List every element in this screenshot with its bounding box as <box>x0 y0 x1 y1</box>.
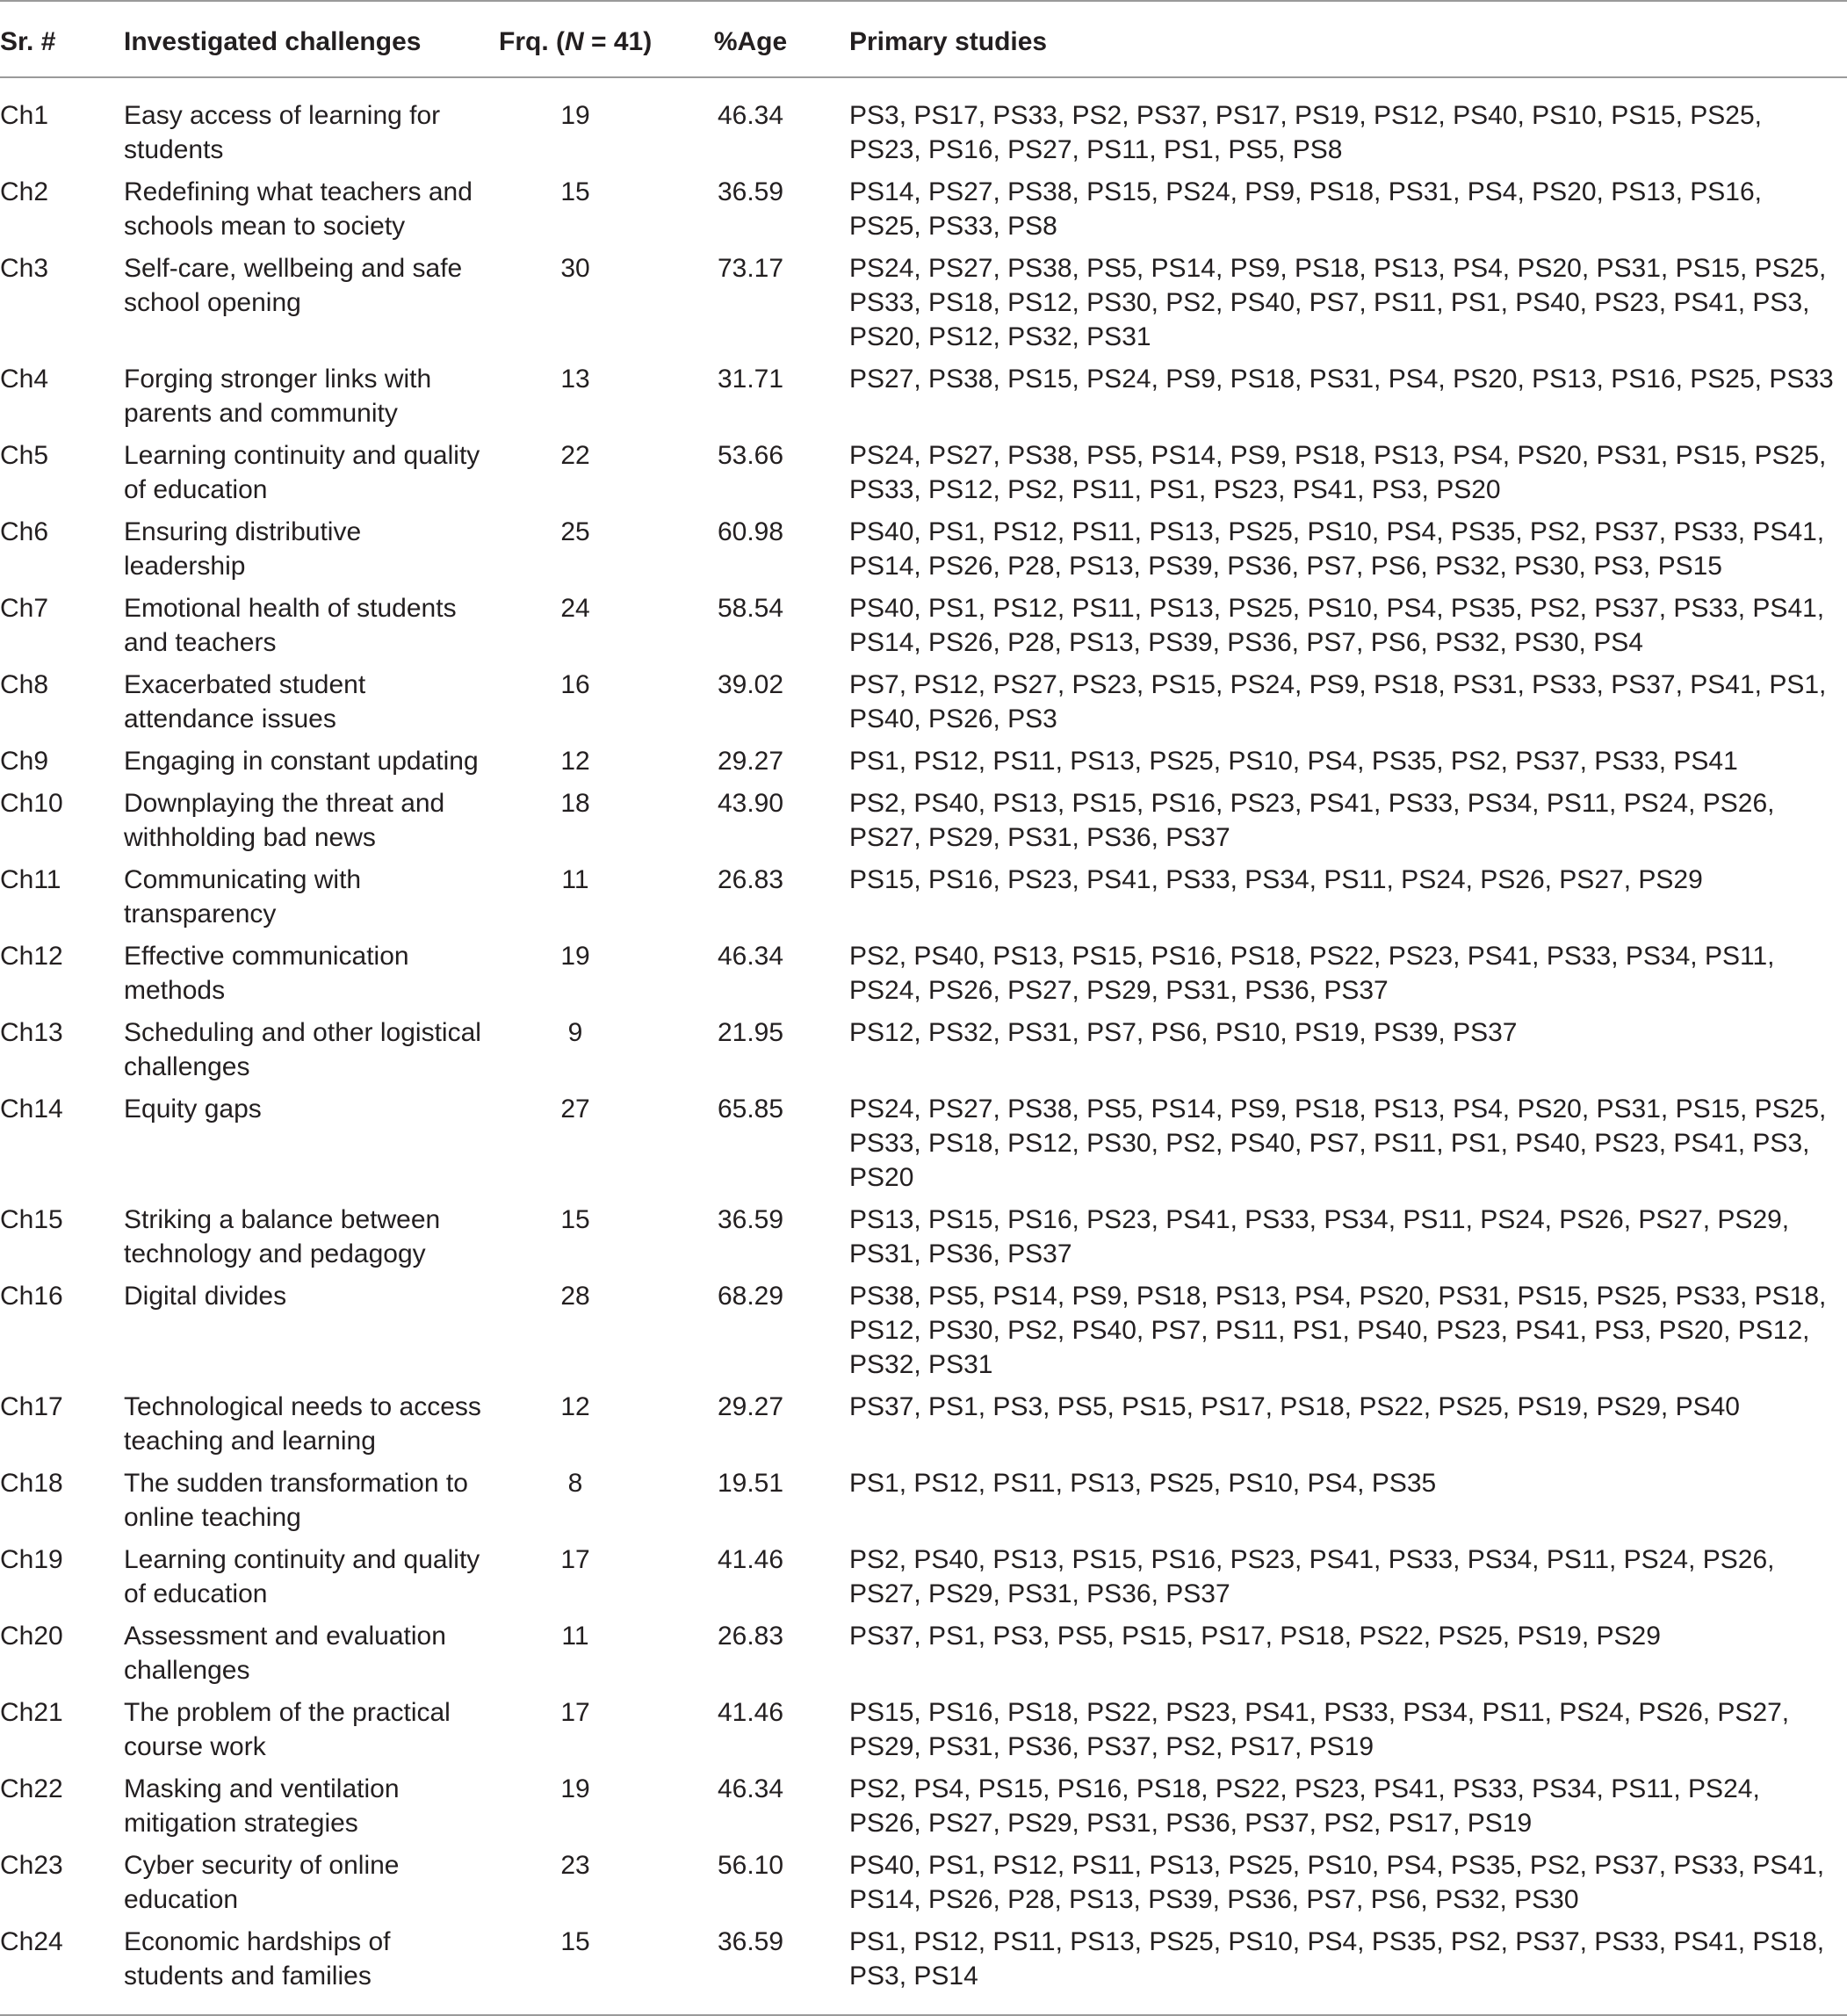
row-frequency: 8 <box>567 1469 583 1498</box>
table-row <box>0 591 1847 668</box>
header-frequency-n: N <box>565 27 584 56</box>
row-frequency: 12 <box>560 747 590 776</box>
row-studies: PS2, PS40, PS13, PS15, PS16, PS23, PS41, PS33, PS34, PS11, PS24, PS26, PS27, PS29, PS31, PS36, PS37 <box>849 789 1775 852</box>
table-row <box>0 1015 1847 1092</box>
row-percent: 73.17 <box>717 254 784 283</box>
row-challenge: Equity gaps <box>124 1095 262 1124</box>
row-frequency: 24 <box>560 594 590 623</box>
row-sr: Ch3 <box>0 254 49 283</box>
row-studies: PS24, PS27, PS38, PS5, PS14, PS9, PS18, PS13, PS4, PS20, PS31, PS15, PS25, PS33, PS12, PS2, PS11, PS1, PS23, PS41, PS3, PS20 <box>849 441 1827 504</box>
row-frequency: 15 <box>499 1925 652 2015</box>
row-challenge: The problem of the practical course work <box>124 1698 451 1761</box>
row-challenge: Downplaying the threat and withholding bad news <box>124 789 445 852</box>
row-percent: 36.59 <box>717 1205 784 1234</box>
row-challenge: Ensuring distributive leadership <box>124 517 362 581</box>
row-percent: 56.10 <box>717 1851 784 1880</box>
row-frequency: 27 <box>560 1095 590 1124</box>
row-studies: PS40, PS1, PS12, PS11, PS13, PS25, PS10, PS4, PS35, PS2, PS37, PS33, PS41, PS14, PS26, P28, PS13, PS39, PS36, PS7, PS6, PS32, PS30, PS3, PS15 <box>849 517 1825 581</box>
table-row <box>0 515 1847 591</box>
row-challenge: Easy access of learning for students <box>124 101 441 164</box>
row-sr: Ch22 <box>0 1774 63 1803</box>
row-frequency: 16 <box>560 670 590 699</box>
row-sr: Ch2 <box>0 177 49 206</box>
row-frequency: 17 <box>560 1698 590 1727</box>
row-sr: Ch4 <box>0 365 49 394</box>
row-challenge: Self-care, wellbeing and safe school opening <box>124 254 463 317</box>
table-row <box>0 1092 1847 1203</box>
row-challenge: Scheduling and other logistical challenges <box>124 1018 481 1081</box>
row-percent: 60.98 <box>717 517 784 546</box>
header-studies: Primary studies <box>849 1 1847 77</box>
row-frequency: 19 <box>560 101 590 130</box>
row-percent: 46.34 <box>717 1774 784 1803</box>
header-percent: %Age <box>652 1 849 77</box>
header-sr: Sr. # <box>0 1 124 77</box>
row-percent: 41.46 <box>717 1545 784 1574</box>
row-frequency: 25 <box>560 517 590 546</box>
table-row <box>0 1203 1847 1279</box>
row-sr: Ch8 <box>0 670 49 699</box>
table-row <box>0 668 1847 744</box>
row-challenge: The sudden transformation to online teaching <box>124 1469 468 1532</box>
table-row <box>0 1848 1847 1925</box>
row-frequency: 30 <box>560 254 590 283</box>
row-challenge: Effective communication methods <box>124 942 409 1005</box>
row-challenge: Assessment and evaluation challenges <box>124 1622 446 1685</box>
table-header <box>0 1 1847 77</box>
row-frequency: 12 <box>560 1392 590 1421</box>
row-percent: 26.83 <box>717 865 784 894</box>
table-row <box>0 1390 1847 1466</box>
row-studies: PS40, PS1, PS12, PS11, PS13, PS25, PS10, PS4, PS35, PS2, PS37, PS33, PS41, PS14, PS26, P28, PS13, PS39, PS36, PS7, PS6, PS32, PS30 <box>849 1851 1825 1914</box>
row-frequency: 9 <box>567 1018 583 1047</box>
row-frequency: 15 <box>560 1205 590 1234</box>
row-percent: 43.90 <box>717 789 784 818</box>
row-challenge: Cyber security of online education <box>124 1851 400 1914</box>
table-row <box>0 438 1847 515</box>
row-sr: Ch19 <box>0 1545 63 1574</box>
row-sr: Ch10 <box>0 789 63 818</box>
row-challenge: Masking and ventilation mitigation strategies <box>124 1774 400 1838</box>
row-sr: Ch15 <box>0 1205 63 1234</box>
row-percent: 36.59 <box>652 1925 849 2015</box>
row-challenge: Striking a balance between technology and pedagogy <box>124 1205 441 1268</box>
row-studies: PS2, PS40, PS13, PS15, PS16, PS18, PS22, PS23, PS41, PS33, PS34, PS11, PS24, PS26, PS27, PS29, PS31, PS36, PS37 <box>849 942 1775 1005</box>
row-percent: 26.83 <box>717 1622 784 1651</box>
row-sr: Ch21 <box>0 1698 63 1727</box>
row-frequency: 17 <box>560 1545 590 1574</box>
row-challenge: Redefining what teachers and schools mean to society <box>124 177 473 241</box>
row-studies: PS2, PS4, PS15, PS16, PS18, PS22, PS23, PS41, PS33, PS34, PS11, PS24, PS26, PS27, PS29, PS31, PS36, PS37, PS2, PS17, PS19 <box>849 1774 1760 1838</box>
row-challenge: Engaging in constant updating <box>124 747 479 776</box>
row-percent: 29.27 <box>717 1392 784 1421</box>
row-studies: PS24, PS27, PS38, PS5, PS14, PS9, PS18, PS13, PS4, PS20, PS31, PS15, PS25, PS33, PS18, PS12, PS30, PS2, PS40, PS7, PS11, PS1, PS40, PS23, PS41, PS3, PS20, PS12, PS32, PS31 <box>849 254 1827 351</box>
row-frequency: 23 <box>560 1851 590 1880</box>
row-frequency: 19 <box>560 942 590 971</box>
row-studies: PS38, PS5, PS14, PS9, PS18, PS13, PS4, PS20, PS31, PS15, PS25, PS33, PS18, PS12, PS30, PS2, PS40, PS7, PS11, PS1, PS40, PS23, PS41, PS3, PS20, PS12, PS32, PS31 <box>849 1282 1827 1379</box>
row-frequency: 19 <box>560 1774 590 1803</box>
row-studies: PS1, PS12, PS11, PS13, PS25, PS10, PS4, PS35 <box>849 1469 1437 1498</box>
row-studies: PS1, PS12, PS11, PS13, PS25, PS10, PS4, PS35, PS2, PS37, PS33, PS41 <box>849 747 1738 776</box>
table-row <box>0 1619 1847 1695</box>
table-row <box>0 1695 1847 1772</box>
row-sr: Ch18 <box>0 1469 63 1498</box>
table-row <box>0 362 1847 438</box>
row-challenge: Digital divides <box>124 1282 287 1311</box>
header-row <box>0 1 1847 77</box>
row-studies: PS15, PS16, PS23, PS41, PS33, PS34, PS11, PS24, PS26, PS27, PS29 <box>849 865 1703 894</box>
row-studies: PS14, PS27, PS38, PS15, PS24, PS9, PS18, PS31, PS4, PS20, PS13, PS16, PS25, PS33, PS8 <box>849 177 1762 241</box>
row-sr: Ch12 <box>0 942 63 971</box>
row-sr: Ch13 <box>0 1018 63 1047</box>
row-sr: Ch1 <box>0 101 49 130</box>
row-sr: Ch6 <box>0 517 49 546</box>
row-studies: PS40, PS1, PS12, PS11, PS13, PS25, PS10, PS4, PS35, PS2, PS37, PS33, PS41, PS14, PS26, P28, PS13, PS39, PS36, PS7, PS6, PS32, PS30, PS4 <box>849 594 1825 657</box>
row-frequency: 28 <box>560 1282 590 1311</box>
row-sr: Ch17 <box>0 1392 63 1421</box>
row-sr: Ch9 <box>0 747 49 776</box>
row-sr: Ch23 <box>0 1851 63 1880</box>
row-sr: Ch20 <box>0 1622 63 1651</box>
header-frequency <box>499 1 652 77</box>
row-challenge: Learning continuity and quality of education <box>124 1545 480 1608</box>
row-frequency: 11 <box>561 1622 589 1651</box>
row-percent: 46.34 <box>717 942 784 971</box>
table-row <box>0 939 1847 1015</box>
table-row <box>0 77 1847 175</box>
row-sr: Ch16 <box>0 1282 63 1311</box>
row-studies: PS2, PS40, PS13, PS15, PS16, PS23, PS41, PS33, PS34, PS11, PS24, PS26, PS27, PS29, PS31, PS36, PS37 <box>849 1545 1775 1608</box>
row-studies: PS37, PS1, PS3, PS5, PS15, PS17, PS18, PS22, PS25, PS19, PS29 <box>849 1622 1661 1651</box>
row-sr: Ch5 <box>0 441 49 470</box>
row-challenge: Technological needs to access teaching and learning <box>124 1392 481 1456</box>
row-studies: PS27, PS38, PS15, PS24, PS9, PS18, PS31, PS4, PS20, PS13, PS16, PS25, PS33 <box>849 365 1834 394</box>
row-percent: 41.46 <box>717 1698 784 1727</box>
header-frequency-suffix: = 41) <box>583 27 653 56</box>
row-percent: 65.85 <box>717 1095 784 1124</box>
header-frequency-prefix: Frq. ( <box>499 27 565 56</box>
row-challenge: Communicating with transparency <box>124 865 362 929</box>
row-frequency: 13 <box>560 365 590 394</box>
row-percent: 46.34 <box>717 101 784 130</box>
table-row <box>0 1925 1847 2015</box>
row-studies: PS3, PS17, PS33, PS2, PS37, PS17, PS19, PS12, PS40, PS10, PS15, PS25, PS23, PS16, PS27, PS11, PS1, PS5, PS8 <box>849 101 1762 164</box>
row-challenge: Learning continuity and quality of education <box>124 441 480 504</box>
row-percent: 31.71 <box>717 365 784 394</box>
row-studies: PS24, PS27, PS38, PS5, PS14, PS9, PS18, PS13, PS4, PS20, PS31, PS15, PS25, PS33, PS18, PS12, PS30, PS2, PS40, PS7, PS11, PS1, PS40, PS23, PS41, PS3, PS20 <box>849 1095 1827 1192</box>
row-challenge: Emotional health of students and teachers <box>124 594 457 657</box>
row-studies: PS12, PS32, PS31, PS7, PS6, PS10, PS19, PS39, PS37 <box>849 1018 1518 1047</box>
table-row <box>0 1279 1847 1390</box>
row-frequency: 11 <box>561 865 589 894</box>
row-percent: 39.02 <box>717 670 784 699</box>
row-sr: Ch14 <box>0 1095 63 1124</box>
row-percent: 36.59 <box>717 177 784 206</box>
row-studies: PS37, PS1, PS3, PS5, PS15, PS17, PS18, PS22, PS25, PS19, PS29, PS40 <box>849 1392 1740 1421</box>
row-frequency: 18 <box>560 789 590 818</box>
row-frequency: 15 <box>560 177 590 206</box>
row-frequency: 22 <box>560 441 590 470</box>
row-challenge: Forging stronger links with parents and community <box>124 365 432 428</box>
table-row <box>0 175 1847 251</box>
table-row <box>0 1543 1847 1619</box>
row-studies: PS13, PS15, PS16, PS23, PS41, PS33, PS34, PS11, PS24, PS26, PS27, PS29, PS31, PS36, PS37 <box>849 1205 1790 1268</box>
row-percent: 53.66 <box>717 441 784 470</box>
table-row <box>0 1466 1847 1543</box>
row-studies: PS1, PS12, PS11, PS13, PS25, PS10, PS4, PS35, PS2, PS37, PS33, PS41, PS18, PS3, PS14 <box>849 1925 1847 2015</box>
row-studies: PS7, PS12, PS27, PS23, PS15, PS24, PS9, PS18, PS31, PS33, PS37, PS41, PS1, PS40, PS26, PS3 <box>849 670 1827 733</box>
row-sr: Ch11 <box>0 865 61 894</box>
table-row <box>0 744 1847 786</box>
row-percent: 58.54 <box>717 594 784 623</box>
row-percent: 21.95 <box>717 1018 784 1047</box>
row-percent: 19.51 <box>717 1469 784 1498</box>
row-sr: Ch7 <box>0 594 49 623</box>
row-percent: 29.27 <box>717 747 784 776</box>
header-challenge: Investigated challenges <box>124 1 499 77</box>
row-studies: PS15, PS16, PS18, PS22, PS23, PS41, PS33, PS34, PS11, PS24, PS26, PS27, PS29, PS31, PS36, PS37, PS2, PS17, PS19 <box>849 1698 1790 1761</box>
row-challenge: Exacerbated student attendance issues <box>124 670 366 733</box>
row-sr: Ch24 <box>0 1925 124 2015</box>
row-percent: 68.29 <box>717 1282 784 1311</box>
table-row <box>0 786 1847 863</box>
table-body <box>0 77 1847 2015</box>
table-row <box>0 251 1847 362</box>
row-challenge: Economic hardships of students and families <box>124 1925 499 2015</box>
table-row <box>0 863 1847 939</box>
table-row <box>0 1772 1847 1848</box>
